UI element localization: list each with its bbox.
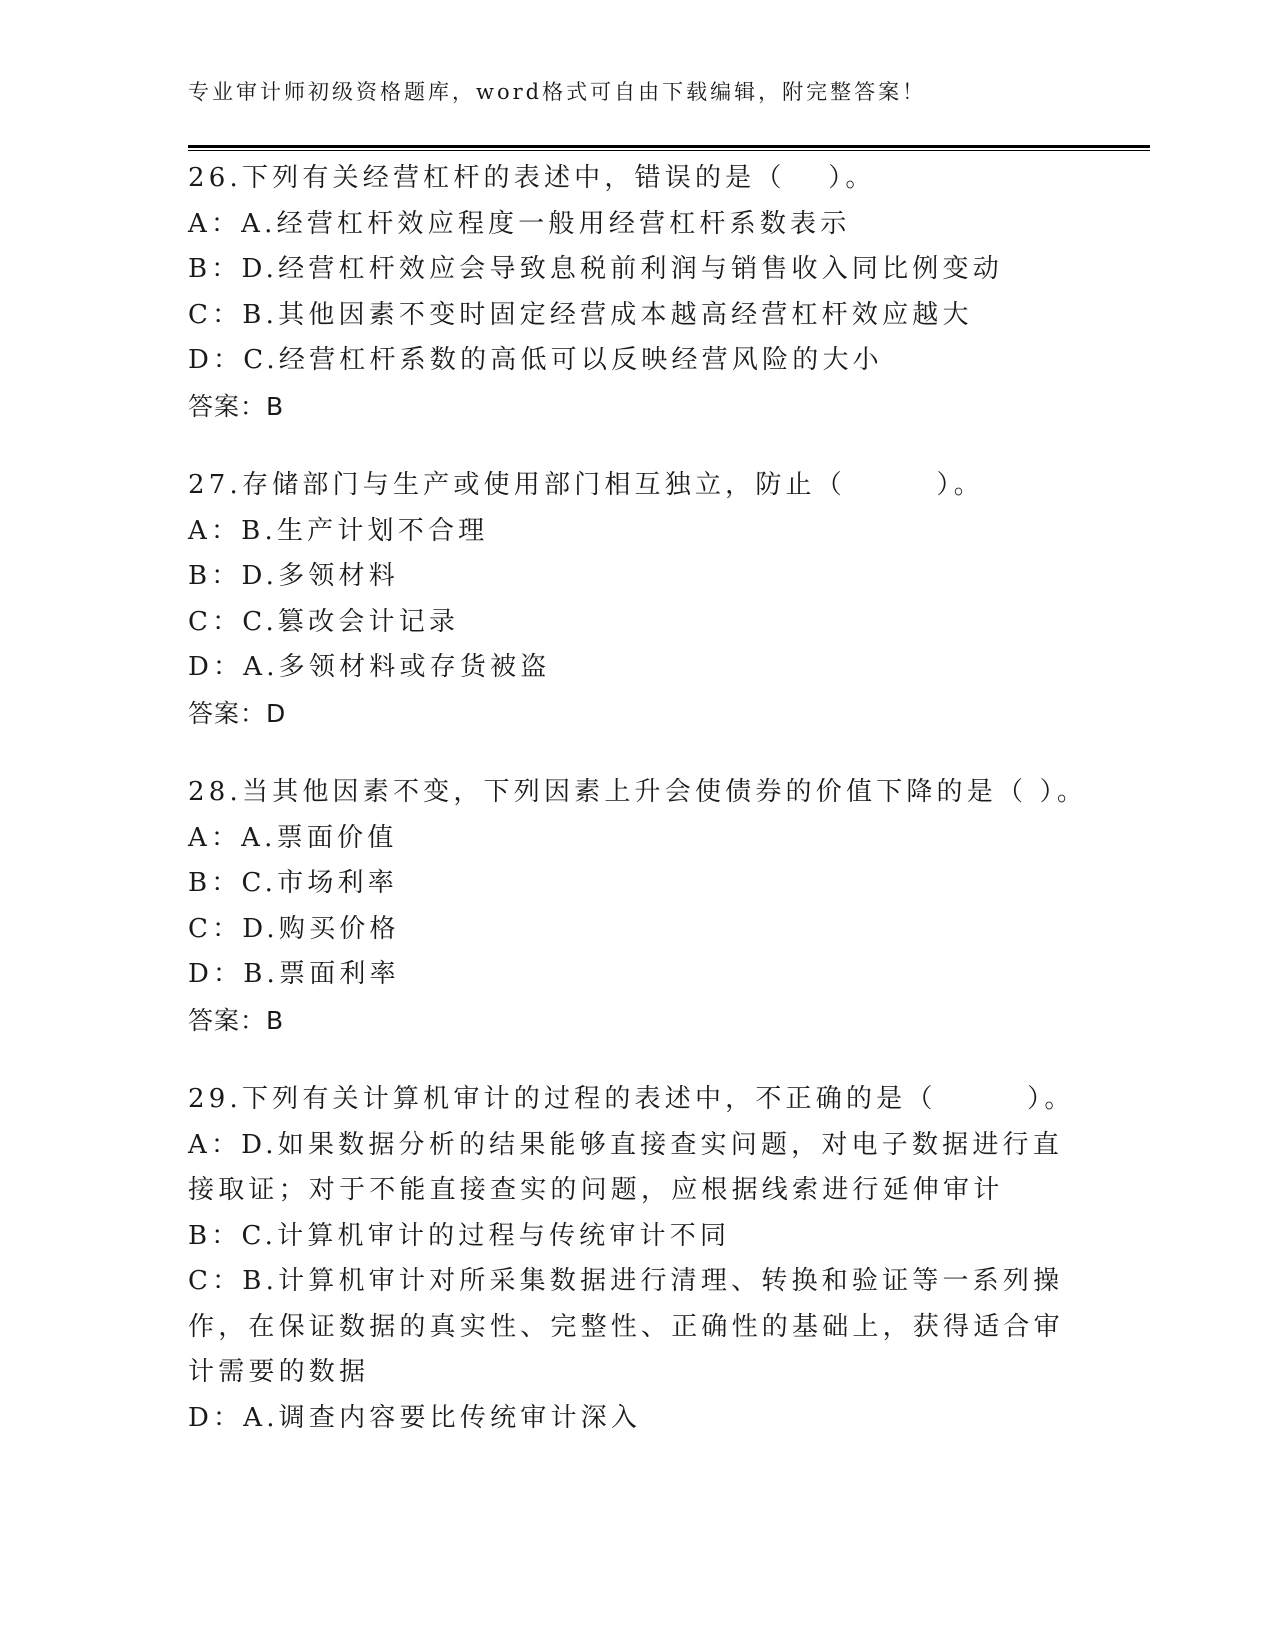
option-d: D：B.票面利率 bbox=[188, 959, 400, 989]
option-c: C：B.其他因素不变时固定经营成本越高经营杠杆效应越大 bbox=[188, 299, 973, 330]
option-b: B：D.经营杠杆效应会导致息税前利润与销售收入同比例变动 bbox=[188, 254, 1003, 284]
option-a: A：A.票面价值 bbox=[188, 822, 398, 853]
question-stem: 28.当其他因素不变，下列因素上升会使债券的价值下降的是（ ）。 bbox=[188, 777, 1088, 807]
question-28 bbox=[188, 770, 1088, 1043]
question-26 bbox=[188, 156, 1088, 429]
option-d: D：A.多领材料或存货被盗 bbox=[188, 652, 551, 682]
option-d: D：C.经营杠杆系数的高低可以反映经营风险的大小 bbox=[188, 345, 883, 375]
option-c: C：C.篡改会计记录 bbox=[188, 606, 460, 637]
question-27 bbox=[188, 463, 1088, 736]
option-d: D：A.调查内容要比传统审计深入 bbox=[188, 1402, 642, 1433]
header-divider-thick bbox=[188, 145, 1150, 148]
option-b: B：D.多领材料 bbox=[188, 561, 399, 591]
option-a: A：B.生产计划不合理 bbox=[188, 515, 489, 546]
option-c: C：B.计算机审计对所采集数据进行清理、转换和验证等一系列操作，在保证数据的真实性、完整性、正确性的基础上，获得适合审计需要的数据 bbox=[188, 1266, 1064, 1387]
question-stem: 29.下列有关计算机审计的过程的表述中，不正确的是（ ）。 bbox=[188, 1084, 1075, 1114]
question-stem: 26.下列有关经营杠杆的表述中，错误的是（ ）。 bbox=[188, 163, 876, 193]
option-b: B：C.计算机审计的过程与传统审计不同 bbox=[188, 1220, 731, 1251]
header-divider-thin bbox=[188, 150, 1150, 151]
page-header: 专业审计师初级资格题库，word格式可自由下载编辑，附完整答案！ bbox=[188, 80, 927, 104]
question-list bbox=[188, 156, 1088, 1475]
option-a: A：A.经营杠杆效应程度一般用经营杠杆系数表示 bbox=[188, 208, 851, 239]
answer: 答案：B bbox=[188, 391, 285, 421]
answer: 答案：B bbox=[188, 1005, 285, 1035]
answer: 答案：D bbox=[188, 698, 287, 728]
question-stem: 27.存储部门与生产或使用部门相互独立，防止（ ）。 bbox=[188, 470, 984, 500]
option-c: C：D.购买价格 bbox=[188, 913, 400, 944]
option-a: A：D.如果数据分析的结果能够直接查实问题，对电子数据进行直接取证；对于不能直接查实的问题，应根据线索进行延伸审计 bbox=[188, 1129, 1063, 1205]
question-29 bbox=[188, 1077, 1088, 1441]
option-b: B：C.市场利率 bbox=[188, 868, 398, 898]
